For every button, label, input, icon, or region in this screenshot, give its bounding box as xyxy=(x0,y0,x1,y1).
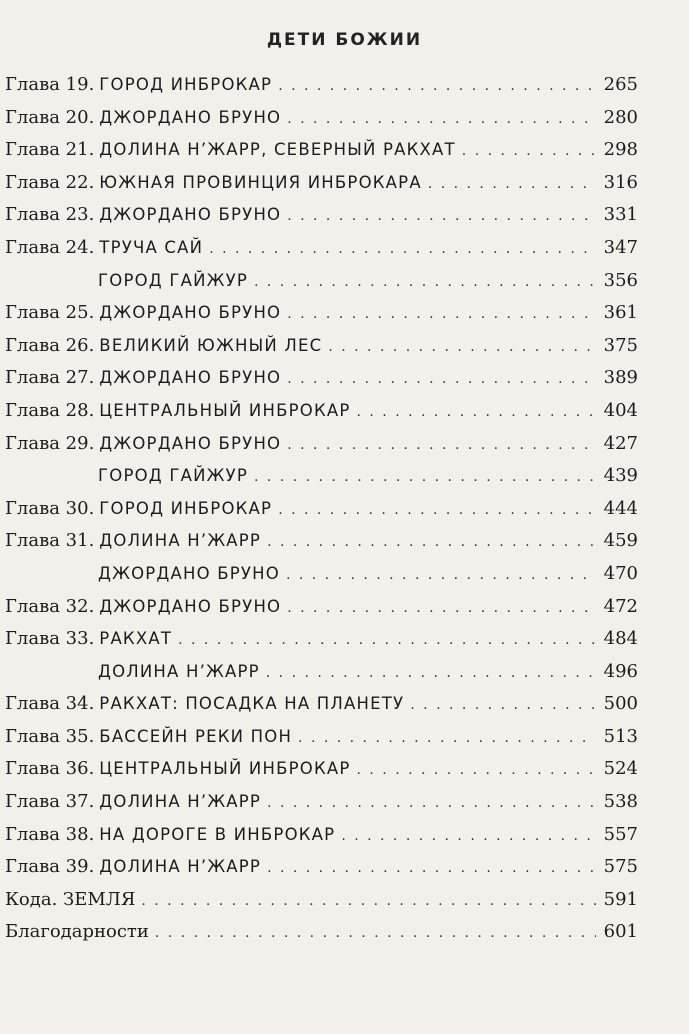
toc-entry xyxy=(5,530,638,563)
toc-chapter-number: Глава 23. xyxy=(5,204,95,226)
toc-chapter-number: Глава 21. xyxy=(5,139,95,161)
toc-leader-dots xyxy=(410,697,596,713)
toc-chapter-title: ДОЛИНА Н’ЖАРР xyxy=(98,661,260,681)
toc-leader-dots xyxy=(298,730,596,746)
toc-chapter-number: Глава 33. xyxy=(5,628,95,650)
toc-page-number: 557 xyxy=(603,823,638,845)
toc-entry xyxy=(5,889,638,922)
toc-entry xyxy=(5,172,638,205)
toc-chapter-number: Глава 20. xyxy=(5,106,95,128)
toc-leader-dots xyxy=(155,925,596,941)
toc-chapter-title: ВЕЛИКИЙ ЮЖНЫЙ ЛЕС xyxy=(99,335,323,355)
toc-chapter-number: Глава 38. xyxy=(5,823,95,845)
toc-leader-dots xyxy=(267,795,596,811)
toc-leader-dots xyxy=(141,893,596,909)
toc-leader-dots xyxy=(357,762,597,778)
toc-page-number: 375 xyxy=(603,334,638,356)
toc-leader-dots xyxy=(328,339,596,355)
toc-leader-dots xyxy=(286,567,596,583)
toc-entry xyxy=(5,74,638,107)
toc-chapter-title: ДЖОРДАНО БРУНО xyxy=(99,107,282,127)
toc-page-number: 538 xyxy=(603,791,638,813)
toc-chapter-title: ДОЛИНА Н’ЖАРР xyxy=(99,857,262,877)
toc-chapter-number: Глава 34. xyxy=(5,693,95,715)
toc-chapter-title: РАКХАТ xyxy=(99,629,173,649)
toc-page-number: 524 xyxy=(603,758,638,780)
toc-chapter-title: ДЖОРДАНО БРУНО xyxy=(99,433,282,453)
toc-leader-dots xyxy=(254,274,596,290)
toc-chapter-title: ЮЖНАЯ ПРОВИНЦИЯ ИНБРОКАРА xyxy=(99,172,422,192)
toc-page-number: 280 xyxy=(603,106,638,128)
toc-entry xyxy=(5,856,638,889)
toc-chapter-number: Глава 30. xyxy=(5,497,95,519)
toc-leader-dots xyxy=(209,241,596,257)
toc-chapter-title: Благодарности xyxy=(5,921,149,943)
toc-page-number: 427 xyxy=(603,432,638,454)
toc-chapter-number: Глава 39. xyxy=(5,856,95,878)
page-header: ДЕТИ БОЖИИ xyxy=(266,30,423,50)
toc-chapter-title: РАКХАТ: ПОСАДКА НА ПЛАНЕТУ xyxy=(99,694,405,714)
toc-entry xyxy=(5,824,638,857)
toc-chapter-title: ДОЛИНА Н’ЖАРР xyxy=(99,792,262,812)
toc-page-number: 347 xyxy=(603,236,638,258)
toc-chapter-title: ЦЕНТРАЛЬНЫЙ ИНБРОКАР xyxy=(99,759,351,779)
toc-page-number: 575 xyxy=(603,856,638,878)
toc-page-number: 484 xyxy=(603,628,638,650)
toc-entry xyxy=(5,758,638,791)
toc-entry xyxy=(5,433,638,466)
toc-chapter-title: ДЖОРДАНО БРУНО xyxy=(99,303,282,323)
toc-entry xyxy=(5,791,638,824)
toc-page-number: 389 xyxy=(603,367,638,389)
toc-page-number: 472 xyxy=(603,595,638,617)
toc-leader-dots xyxy=(462,143,596,159)
toc-chapter-number: Глава 26. xyxy=(5,334,95,356)
toc-leader-dots xyxy=(287,600,596,616)
toc-entry xyxy=(5,563,638,596)
toc-entry xyxy=(5,107,638,140)
toc-entry xyxy=(5,661,638,694)
toc-entry xyxy=(5,237,638,270)
toc-entry xyxy=(5,465,638,498)
toc-chapter-title: ГОРОД ИНБРОКАР xyxy=(99,498,273,518)
toc-entry xyxy=(5,596,638,629)
toc-page-number: 459 xyxy=(603,530,638,552)
toc-chapter-title: ДОЛИНА Н’ЖАРР, СЕВЕРНЫЙ РАКХАТ xyxy=(99,140,456,160)
toc-page-number: 265 xyxy=(603,74,638,95)
toc-chapter-number: Глава 19. xyxy=(5,74,95,95)
toc-chapter-title: ДЖОРДАНО БРУНО xyxy=(99,368,282,388)
toc-chapter-number: Глава 22. xyxy=(5,171,95,193)
toc-page-number: 331 xyxy=(603,204,638,226)
toc-page-number: 439 xyxy=(603,465,638,487)
table-of-contents xyxy=(5,74,638,954)
toc-chapter-number: Глава 35. xyxy=(5,725,95,747)
toc-leader-dots xyxy=(287,111,596,127)
toc-page-number: 496 xyxy=(603,660,638,682)
toc-chapter-number: Глава 32. xyxy=(5,595,95,617)
toc-page-number: 470 xyxy=(603,562,638,584)
toc-chapter-number: Глава 31. xyxy=(5,530,95,552)
toc-chapter-title: ДОЛИНА Н’ЖАРР xyxy=(99,531,262,551)
toc-chapter-title: БАССЕЙН РЕКИ ПОН xyxy=(99,726,293,746)
toc-chapter-number: Глава 27. xyxy=(5,367,95,389)
toc-leader-dots xyxy=(287,437,596,453)
toc-entry xyxy=(5,335,638,368)
toc-page-number: 404 xyxy=(603,399,638,421)
toc-leader-dots xyxy=(341,828,596,844)
toc-chapter-number: Глава 37. xyxy=(5,791,95,813)
toc-entry xyxy=(5,367,638,400)
toc-page-number: 361 xyxy=(603,302,638,324)
toc-page-number: 591 xyxy=(603,888,638,910)
toc-chapter-number: Глава 36. xyxy=(5,758,95,780)
toc-entry xyxy=(5,693,638,726)
toc-leader-dots xyxy=(287,208,596,224)
toc-chapter-number: Глава 24. xyxy=(5,236,95,258)
toc-leader-dots xyxy=(287,306,596,322)
toc-chapter-title: ГОРОД ГАЙЖУР xyxy=(98,466,248,486)
toc-entry xyxy=(5,302,638,335)
toc-chapter-title: ГОРОД ИНБРОКАР xyxy=(99,75,273,94)
toc-chapter-title: ДЖОРДАНО БРУНО xyxy=(99,205,282,225)
toc-leader-dots xyxy=(278,78,596,94)
toc-leader-dots xyxy=(278,502,596,518)
toc-entry xyxy=(5,498,638,531)
toc-leader-dots xyxy=(178,632,596,648)
toc-entry xyxy=(5,921,638,954)
toc-page-number: 601 xyxy=(603,921,638,943)
toc-leader-dots xyxy=(267,534,596,550)
toc-entry xyxy=(5,270,638,303)
toc-leader-dots xyxy=(254,469,596,485)
toc-entry xyxy=(5,400,638,433)
toc-entry xyxy=(5,204,638,237)
toc-leader-dots xyxy=(267,860,596,876)
toc-page-number: 316 xyxy=(603,171,638,193)
toc-chapter-title: Кода. ЗЕМЛЯ xyxy=(5,888,136,910)
toc-page-number: 500 xyxy=(603,693,638,715)
toc-chapter-number: Глава 25. xyxy=(5,302,95,324)
toc-chapter-title: ДЖОРДАНО БРУНО xyxy=(99,596,282,616)
toc-page-number: 298 xyxy=(603,139,638,161)
toc-chapter-title: ГОРОД ГАЙЖУР xyxy=(98,270,248,290)
toc-page-number: 444 xyxy=(603,497,638,519)
toc-chapter-title: ЦЕНТРАЛЬНЫЙ ИНБРОКАР xyxy=(99,400,351,420)
toc-chapter-title: ТРУЧА САЙ xyxy=(99,237,204,257)
toc-leader-dots xyxy=(428,176,596,192)
toc-chapter-number: Глава 29. xyxy=(5,432,95,454)
toc-leader-dots xyxy=(287,371,596,387)
toc-page-number: 513 xyxy=(603,725,638,747)
toc-entry xyxy=(5,726,638,759)
toc-leader-dots xyxy=(266,665,596,681)
toc-entry xyxy=(5,628,638,661)
toc-page-number: 356 xyxy=(603,269,638,291)
toc-leader-dots xyxy=(357,404,597,420)
toc-entry xyxy=(5,139,638,172)
toc-chapter-title: ДЖОРДАНО БРУНО xyxy=(98,563,280,583)
toc-chapter-number: Глава 28. xyxy=(5,399,95,421)
toc-chapter-title: НА ДОРОГЕ В ИНБРОКАР xyxy=(99,824,336,844)
